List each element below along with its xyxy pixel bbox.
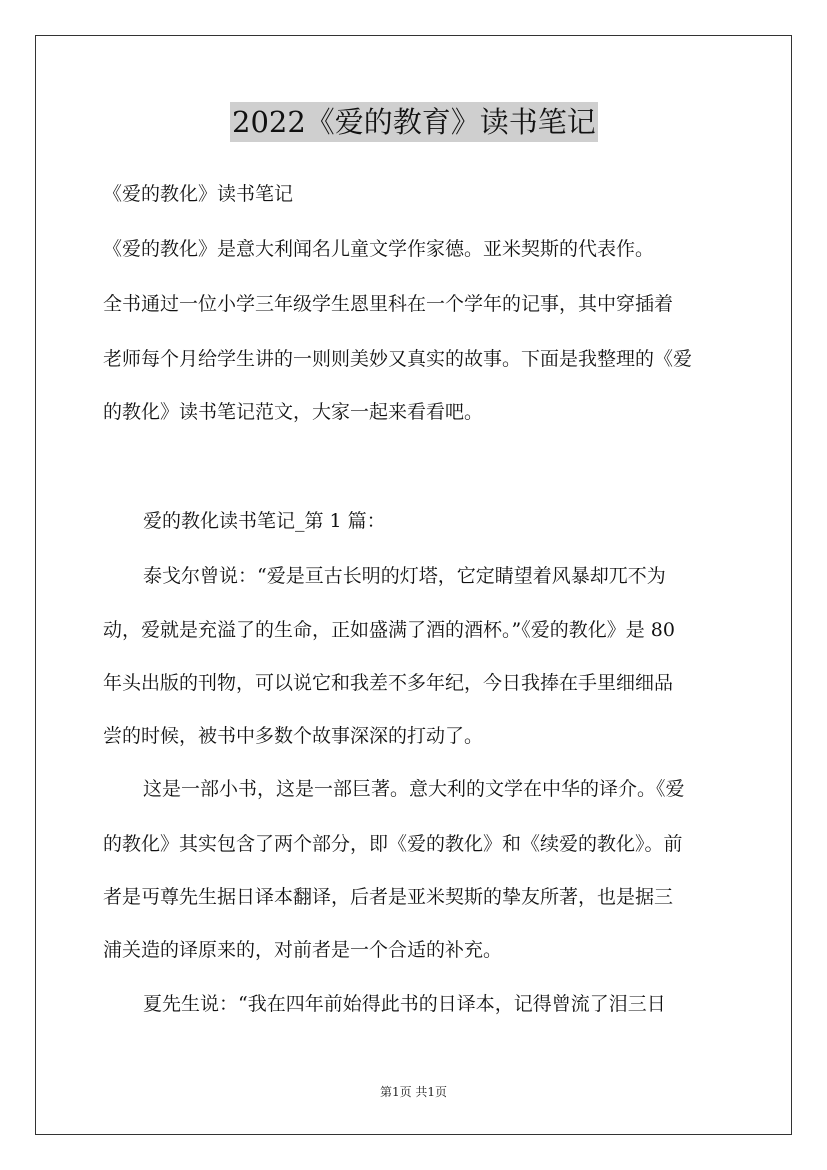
paragraph-line: 者是丏尊先生据日译本翻译，后者是亚米契斯的挚友所著，也是据三 [103,886,674,908]
paragraph-line: 尝的时候，被书中多数个故事深深的打动了。 [103,725,484,747]
document-title: 2022《爱的教育》读书笔记 [230,102,598,142]
paragraph-line: 《爱的教化》是意大利闻名儿童文学作家德。亚米契斯的代表作。 [103,238,655,260]
page-footer: 第1页 共1页 [379,1085,448,1099]
section-heading: 爱的教化读书笔记_第 1 篇： [143,510,386,532]
paragraph-line: 全书通过一位小学三年级学生恩里科在一个学年的记事，其中穿插着 [103,293,674,315]
paragraph-line: 年头出版的刊物，可以说它和我差不多年纪，今日我捧在手里细细品 [103,672,674,694]
paragraph-line: 的教化》读书笔记范文，大家一起来看看吧。 [103,401,484,423]
paragraph-line: 动，爱就是充溢了的生命，正如盛满了酒的酒杯。”《爱的教化》是 80 [103,619,675,641]
paragraph-line: 泰戈尔曾说：“爱是亘古长明的灯塔，它定睛望着风暴却兀不为 [143,565,666,587]
subtitle-line: 《爱的教化》读书笔记 [103,183,294,205]
paragraph-line: 浦关造的译原来的，对前者是一个合适的补充。 [103,939,503,961]
paragraph-line: 的教化》其实包含了两个部分，即《爱的教化》和《续爱的教化》。前 [103,833,683,855]
paragraph-line: 这是一部小书，这是一部巨著。意大利的文学在中华的译介。《爱 [143,778,685,800]
paragraph-line: 夏先生说：“我在四年前始得此书的日译本，记得曾流了泪三日 [143,993,666,1015]
paragraph-line: 老师每个月给学生讲的一则则美妙又真实的故事。下面是我整理的《爱 [103,348,693,370]
